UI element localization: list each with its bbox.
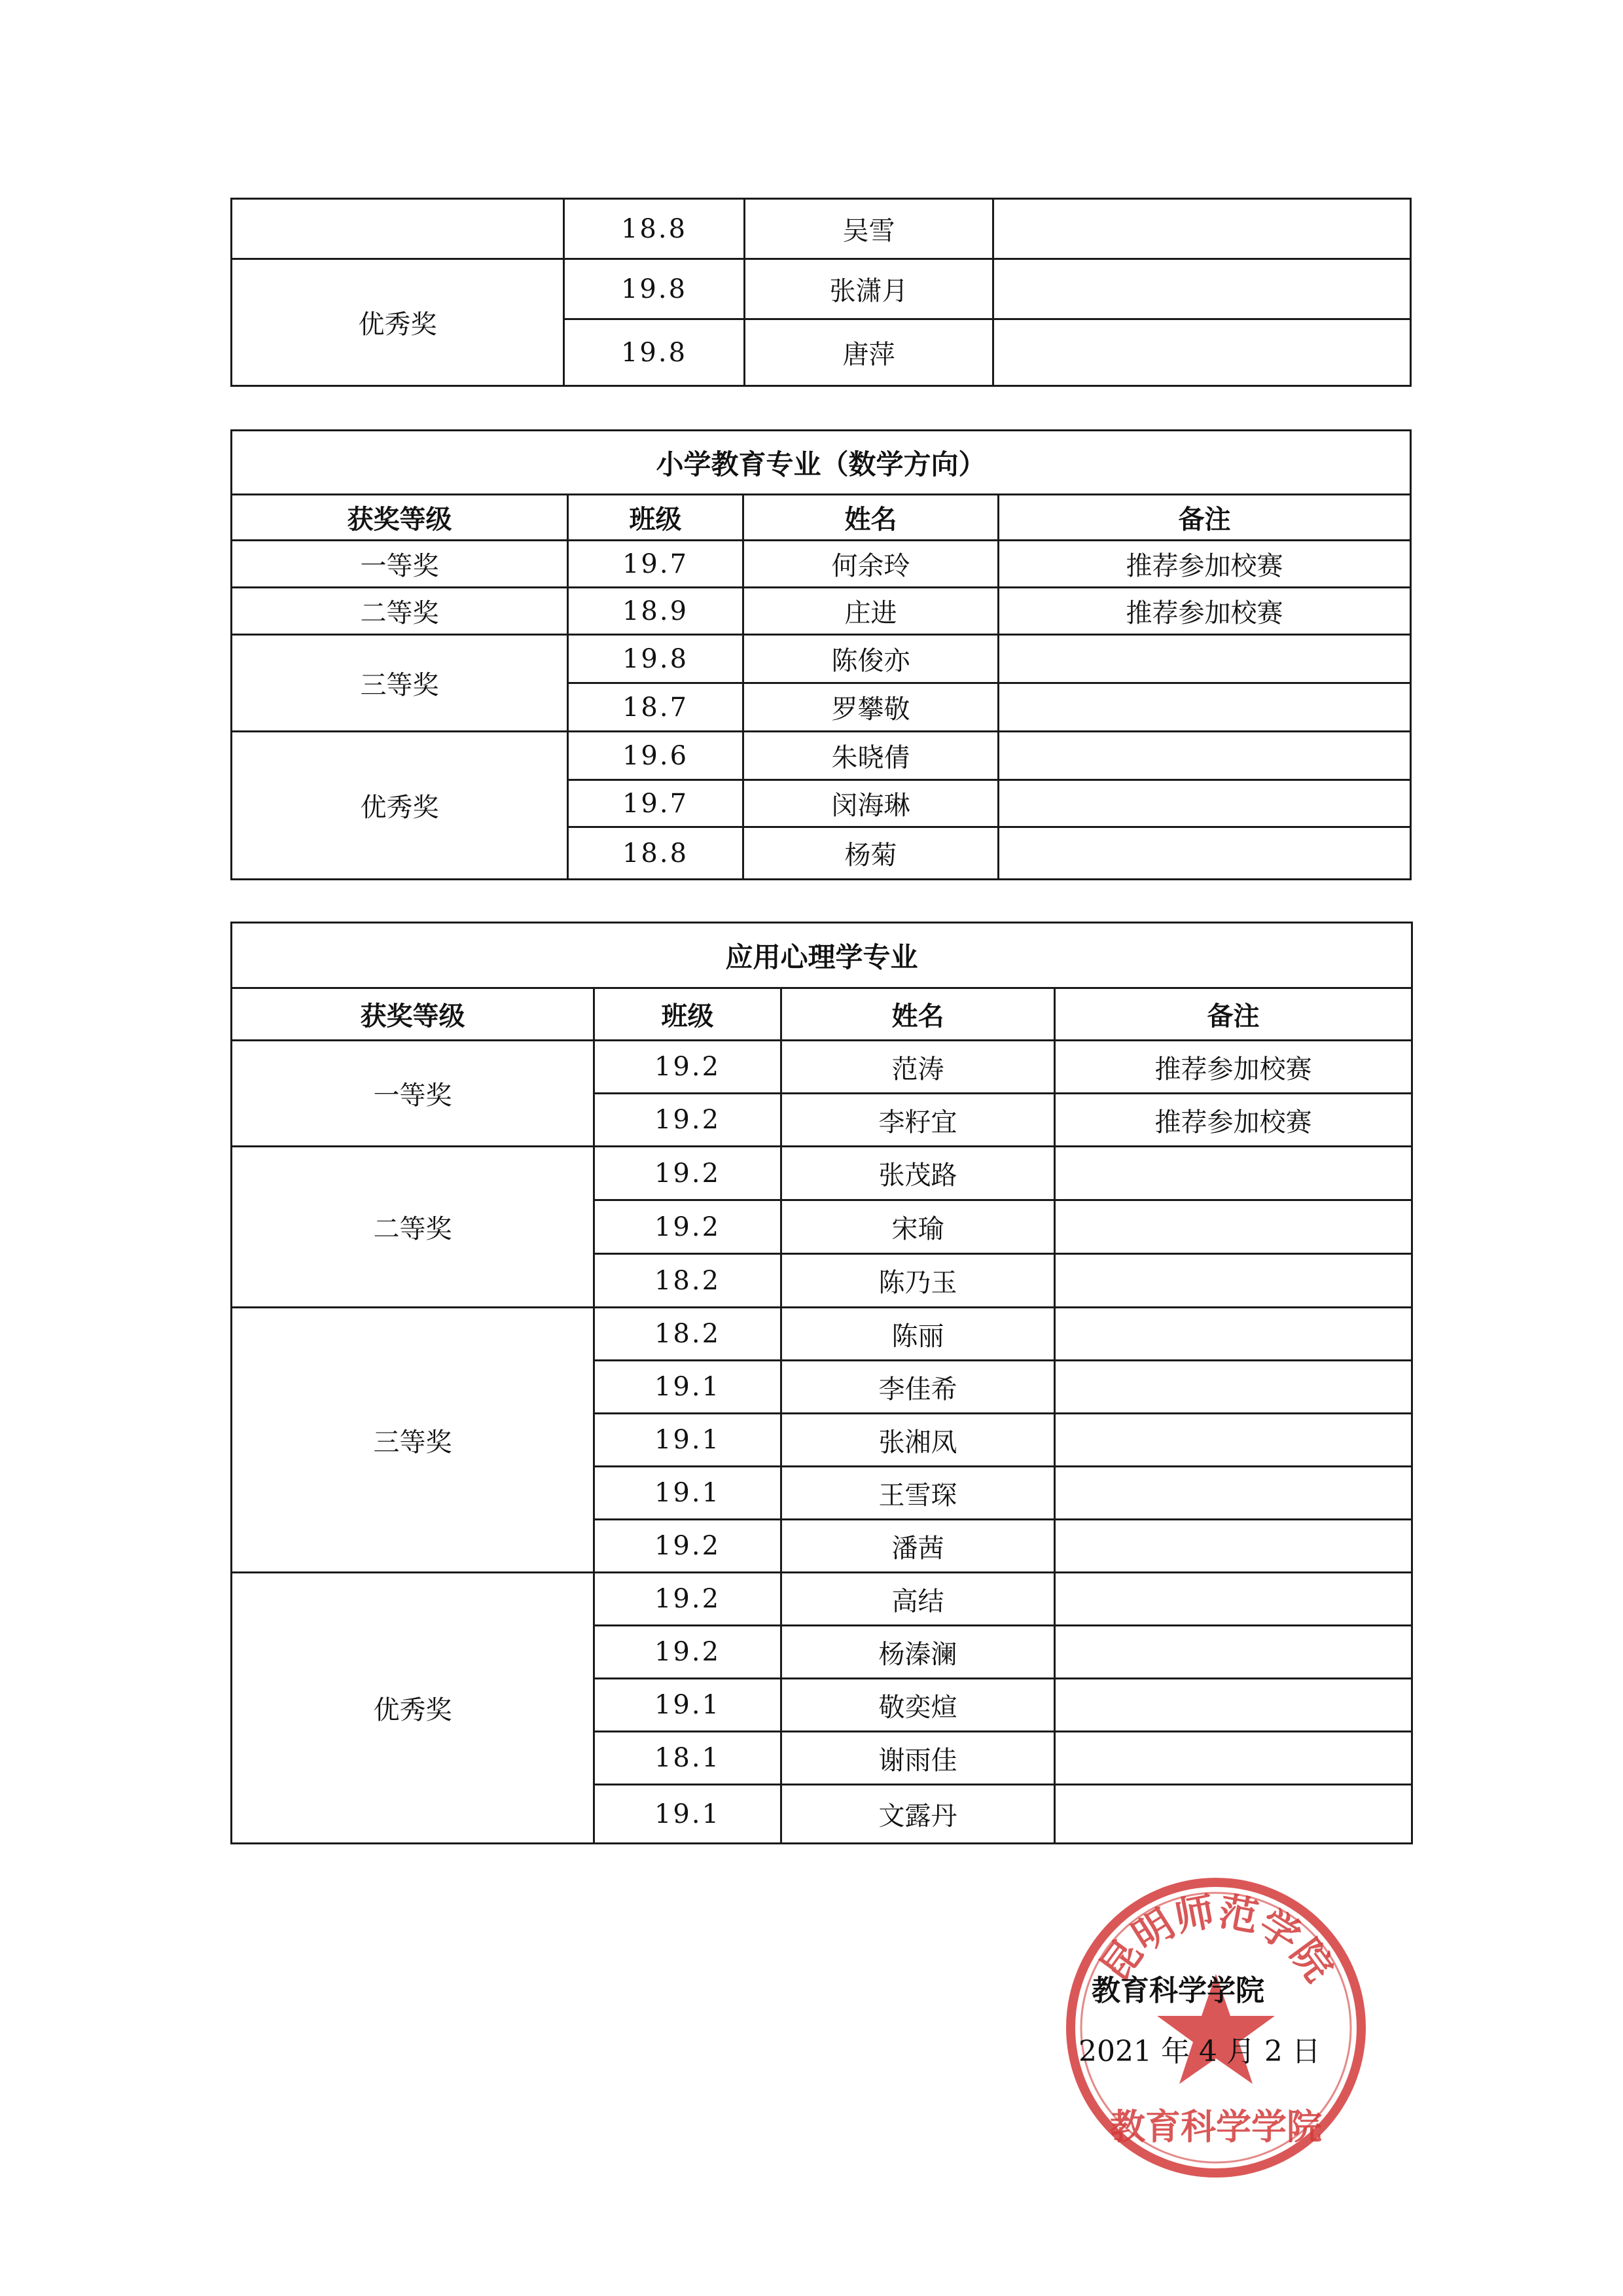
student-name-cell: 张茂路 <box>781 1147 1055 1200</box>
header-award-level: 获奖等级 <box>232 988 594 1041</box>
table-row <box>232 1041 1412 1094</box>
student-name-cell: 高结 <box>781 1573 1055 1626</box>
class-cell: 19.7 <box>568 780 743 827</box>
table-header-row <box>232 495 1411 541</box>
note-cell <box>1055 1308 1412 1361</box>
note-cell: 推荐参加校赛 <box>999 541 1411 588</box>
student-name-cell: 陈丽 <box>781 1308 1055 1361</box>
note-cell <box>1055 1414 1412 1467</box>
note-cell <box>1055 1732 1412 1785</box>
class-cell: 19.8 <box>568 635 743 683</box>
table-row <box>232 199 1411 259</box>
class-cell: 19.8 <box>564 259 745 319</box>
note-cell <box>1055 1147 1412 1200</box>
student-name-cell: 潘茜 <box>781 1520 1055 1573</box>
student-name-cell: 庄进 <box>743 588 999 635</box>
student-name-cell: 罗攀敬 <box>743 683 999 732</box>
header-class: 班级 <box>568 495 743 541</box>
note-cell <box>999 827 1411 880</box>
student-name-cell: 杨菊 <box>743 827 999 880</box>
note-cell: 推荐参加校赛 <box>1055 1041 1412 1094</box>
award-level-cell: 三等奖 <box>232 635 568 732</box>
student-name-cell: 朱晓倩 <box>743 732 999 780</box>
award-level-cell: 二等奖 <box>232 588 568 635</box>
student-name-cell: 李佳希 <box>781 1361 1055 1414</box>
student-name-cell: 范涛 <box>781 1041 1055 1094</box>
note-cell <box>993 259 1411 319</box>
note-cell: 推荐参加校赛 <box>1055 1094 1412 1147</box>
note-cell <box>1055 1679 1412 1732</box>
class-cell: 18.8 <box>568 827 743 880</box>
signature-date: 2021 年 4 月 2 日 <box>1079 2035 1321 2068</box>
class-cell: 19.1 <box>594 1679 781 1732</box>
table-title: 应用心理学专业 <box>232 923 1412 988</box>
class-cell: 19.7 <box>568 541 743 588</box>
award-level-cell: 优秀奖 <box>232 1573 594 1844</box>
note-cell <box>1055 1254 1412 1308</box>
class-cell: 19.2 <box>594 1573 781 1626</box>
award-level-cell: 优秀奖 <box>232 732 568 880</box>
note-cell <box>1055 1200 1412 1254</box>
award-level-cell: 优秀奖 <box>232 259 564 386</box>
award-level-cell <box>232 199 564 259</box>
class-cell: 19.2 <box>594 1200 781 1254</box>
student-name-cell: 宋瑜 <box>781 1200 1055 1254</box>
signature-org: 教育科学学院 <box>1092 1974 1264 2007</box>
class-cell: 19.2 <box>594 1147 781 1200</box>
note-cell <box>1055 1467 1412 1520</box>
student-name-cell: 陈俊亦 <box>743 635 999 683</box>
student-name-cell: 张潇月 <box>745 259 993 319</box>
table-row <box>232 1573 1412 1626</box>
table-row <box>232 732 1411 780</box>
seal-outer-text-path: 昆明师范学院 <box>1091 1888 1342 1990</box>
seal-inner-text: 教育科学学院 <box>1110 2106 1322 2147</box>
class-cell: 18.9 <box>568 588 743 635</box>
table-row <box>232 588 1411 635</box>
table-row <box>232 541 1411 588</box>
table-row <box>232 1308 1412 1361</box>
class-cell: 19.1 <box>594 1785 781 1844</box>
primary-education-math-table <box>230 429 1412 880</box>
class-cell: 19.1 <box>594 1414 781 1467</box>
note-cell <box>1055 1520 1412 1573</box>
class-cell: 18.7 <box>568 683 743 732</box>
header-name: 姓名 <box>743 495 999 541</box>
student-name-cell: 唐萍 <box>745 319 993 386</box>
class-cell: 19.8 <box>564 319 745 386</box>
table-title: 小学教育专业（数学方向） <box>232 431 1411 495</box>
note-cell <box>999 732 1411 780</box>
table-row <box>232 635 1411 683</box>
note-cell <box>999 683 1411 732</box>
class-cell: 19.2 <box>594 1520 781 1573</box>
award-level-cell: 一等奖 <box>232 1041 594 1147</box>
class-cell: 19.2 <box>594 1041 781 1094</box>
student-name-cell: 闵海琳 <box>743 780 999 827</box>
student-name-cell: 吴雪 <box>745 199 993 259</box>
class-cell: 19.2 <box>594 1094 781 1147</box>
award-level-cell: 二等奖 <box>232 1147 594 1308</box>
student-name-cell: 谢雨佳 <box>781 1732 1055 1785</box>
student-name-cell: 敬奕煊 <box>781 1679 1055 1732</box>
class-cell: 19.6 <box>568 732 743 780</box>
student-name-cell: 陈乃玉 <box>781 1254 1055 1308</box>
header-note: 备注 <box>999 495 1411 541</box>
note-cell: 推荐参加校赛 <box>999 588 1411 635</box>
table-row <box>232 259 1411 319</box>
award-level-cell: 一等奖 <box>232 541 568 588</box>
student-name-cell: 文露丹 <box>781 1785 1055 1844</box>
continued-award-table <box>230 198 1412 387</box>
class-cell: 18.2 <box>594 1254 781 1308</box>
table-header-row <box>232 988 1412 1041</box>
note-cell <box>1055 1785 1412 1844</box>
student-name-cell: 王雪琛 <box>781 1467 1055 1520</box>
note-cell <box>1055 1573 1412 1626</box>
student-name-cell: 李籽宜 <box>781 1094 1055 1147</box>
award-level-cell: 三等奖 <box>232 1308 594 1573</box>
class-cell: 19.2 <box>594 1626 781 1679</box>
note-cell <box>999 780 1411 827</box>
applied-psychology-table <box>230 922 1413 1844</box>
note-cell <box>999 635 1411 683</box>
header-name: 姓名 <box>781 988 1055 1041</box>
class-cell: 18.8 <box>564 199 745 259</box>
class-cell: 18.1 <box>594 1732 781 1785</box>
header-note: 备注 <box>1055 988 1412 1041</box>
class-cell: 19.1 <box>594 1467 781 1520</box>
note-cell <box>1055 1626 1412 1679</box>
table-row <box>232 1147 1412 1200</box>
student-name-cell: 杨溱澜 <box>781 1626 1055 1679</box>
header-class: 班级 <box>594 988 781 1041</box>
note-cell <box>993 319 1411 386</box>
header-award-level: 获奖等级 <box>232 495 568 541</box>
class-cell: 18.2 <box>594 1308 781 1361</box>
note-cell <box>993 199 1411 259</box>
class-cell: 19.1 <box>594 1361 781 1414</box>
student-name-cell: 何余玲 <box>743 541 999 588</box>
student-name-cell: 张湘凤 <box>781 1414 1055 1467</box>
note-cell <box>1055 1361 1412 1414</box>
